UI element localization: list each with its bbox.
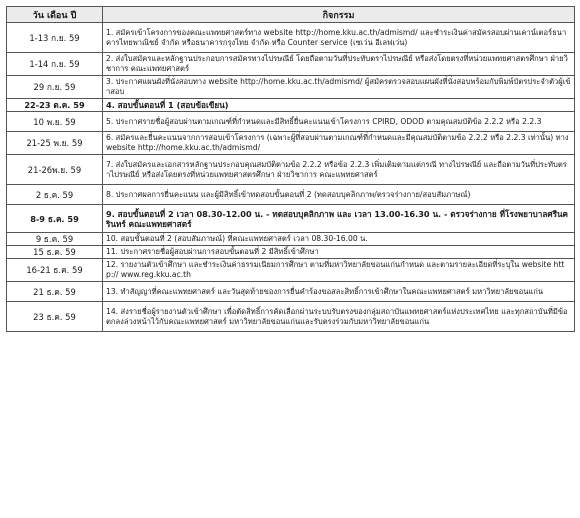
row-activity: 12. รายงานตัวเข้าศึกษา และชำระเงินค่าธรรมเนียมการศึกษา ตามที่มหาวิทยาลัยขอนแก่นกำหนด และตามรายละเอียดที่ระบุใน website http:// www.reg.kku.ac.th xyxy=(103,259,575,282)
table-row xyxy=(7,233,575,246)
row-date: 10 พ.ย. 59 xyxy=(7,112,103,132)
table-row xyxy=(7,132,575,155)
table-row xyxy=(7,205,575,233)
row-activity: 11. ประกาศรายชื่อผู้สอบผ่านการสอบขั้นตอนที่ 2 มีสิทธิ์เข้าศึกษา xyxy=(103,246,575,259)
row-date: 8-9 ธ.ค. 59 xyxy=(7,205,103,233)
date-column-header: วัน เดือน ปี xyxy=(7,7,103,23)
table-row xyxy=(7,282,575,302)
row-date: 2 ธ.ค. 59 xyxy=(7,185,103,205)
row-date: 1-14 ก.ย. 59 xyxy=(7,53,103,76)
row-activity: 13. ทำสัญญาที่คณะแพทยศาสตร์ และวันสุดท้ายของการยื่นคำร้องขอสละสิทธิ์การเข้าศึกษาในคณะแพทยศาสตร์ มหาวิทยาลัยขอนแก่น xyxy=(103,282,575,302)
table-row xyxy=(7,76,575,99)
row-activity: 1. สมัครเข้าโครงการของคณะแพทยศาสตร์ทาง website http://home.kku.ac.th/admismd/ และชำระเงินค่าสมัครสอบผ่านเคาน์เตอร์ธนาคารไทยพาณิชย์ จำกัด หรือธนาคารกรุงไทย จำกัด หรือ Counter service (เซเว่น อีเลฟเว่น) xyxy=(103,23,575,53)
schedule-table xyxy=(6,6,575,332)
table-row xyxy=(7,246,575,259)
schedule-sheet xyxy=(6,6,574,512)
row-date: 21 ธ.ค. 59 xyxy=(7,282,103,302)
row-activity: 7. ส่งใบสมัครและเอกสารหลักฐานประกอบคุณสมบัติตามข้อ 2.2.2 หรือข้อ 2.2.3 เพิ่มเติมตามแต่กรณี ทางไปรษณีย์ และถือตามวันที่ประทับตราไปรษณีย์ หรือส่งโดยตรงที่หน่วยแพทยศาสตรศึกษา ฝ่ายวิชาการ คณะแพทยศาสตร์ xyxy=(103,155,575,185)
activity-column-header: กิจกรรม xyxy=(103,7,575,23)
row-activity: 2. ส่งใบสมัครและหลักฐานประกอบการสมัครทางไปรษณีย์ โดยถือตามวันที่ประทับตราไปรษณีย์ หรือส่งโดยตรงที่หน่วยแพทยศาสตรศึกษา ฝ่ายวิชาการ คณะแพทยศาสตร์ xyxy=(103,53,575,76)
row-date: 21-26พ.ย. 59 xyxy=(7,155,103,185)
row-date: 21-25 พ.ย. 59 xyxy=(7,132,103,155)
table-row xyxy=(7,259,575,282)
table-row xyxy=(7,155,575,185)
schedule-rows xyxy=(7,23,575,332)
row-date: 1-13 ก.ย. 59 xyxy=(7,23,103,53)
row-date: 23 ธ.ค. 59 xyxy=(7,302,103,332)
row-activity: 5. ประกาศรายชื่อผู้สอบผ่านตามเกณฑ์ที่กำหนดและมีสิทธิ์ยื่นคะแนนเข้าโครงการ CPIRD, ODOD ตามคุณสมบัติข้อ 2.2.2 หรือ 2.2.3 xyxy=(103,112,575,132)
table-row xyxy=(7,23,575,53)
table-row xyxy=(7,302,575,332)
row-date: 15 ธ.ค. 59 xyxy=(7,246,103,259)
table-row xyxy=(7,99,575,112)
row-date: 9 ธ.ค. 59 xyxy=(7,233,103,246)
row-activity: 14. ส่งรายชื่อผู้รายงานตัวเข้าศึกษา เพื่อตัดสิทธิ์การคัดเลือกผ่านระบบรับตรงของกลุ่มสถาบันแพทยศาสตร์แห่งประเทศไทย และทุกสถาบันที่มีข้อตกลงล่วงหน้าไว้กับคณะแพทยศาสตร์ มหาวิทยาลัยขอนแก่นและรับตรงร่วมกับมหาวิทยาลัยขอนแก่น xyxy=(103,302,575,332)
row-activity: 8. ประกาศผลการยื่นคะแนน และผู้มีสิทธิ์เข้าทดสอบขั้นตอนที่ 2 (ทดสอบบุคลิกภาพ/ตรวจร่างกาย/สอบสัมภาษณ์) xyxy=(103,185,575,205)
row-activity: 3. ประกาศแผนผังที่นั่งสอบทาง website http://home.kku.ac.th/admismd/ ผู้สมัครตรวจสอบแผนผังที่นั่งสอบพร้อมกับพิมพ์บัตรประจำตัวผู้เข้าสอบ xyxy=(103,76,575,99)
row-activity: 6. สมัครและยื่นคะแนนจากการสอบเข้าโครงการ (เฉพาะผู้ที่สอบผ่านตามเกณฑ์ที่กำหนดและมีคุณสมบัติตามข้อ 2.2.2 หรือ 2.2.3 เท่านั้น) ทาง website http://home.kku.ac.th/admismd/ xyxy=(103,132,575,155)
row-date: 22-23 ต.ค. 59 xyxy=(7,99,103,112)
row-date: 16-21 ธ.ค. 59 xyxy=(7,259,103,282)
table-row xyxy=(7,185,575,205)
row-activity: 4. สอบขั้นตอนที่ 1 (สอบข้อเขียน) xyxy=(103,99,575,112)
table-header-row xyxy=(7,7,575,23)
row-date: 29 ก.ย. 59 xyxy=(7,76,103,99)
row-activity: 9. สอบขั้นตอนที่ 2 เวลา 08.30-12.00 น. - ทดสอบบุคลิกภาพ และ เวลา 13.00-16.30 น. - ตรวจร่างกาย ที่โรงพยาบาลศรีนครินทร์ คณะแพทยศาสตร์ xyxy=(103,205,575,233)
table-row xyxy=(7,53,575,76)
table-row xyxy=(7,112,575,132)
row-activity: 10. สอบขั้นตอนที่ 2 (สอบสัมภาษณ์) ที่คณะแพทยศาสตร์ เวลา 08.30-16.00 น. xyxy=(103,233,575,246)
